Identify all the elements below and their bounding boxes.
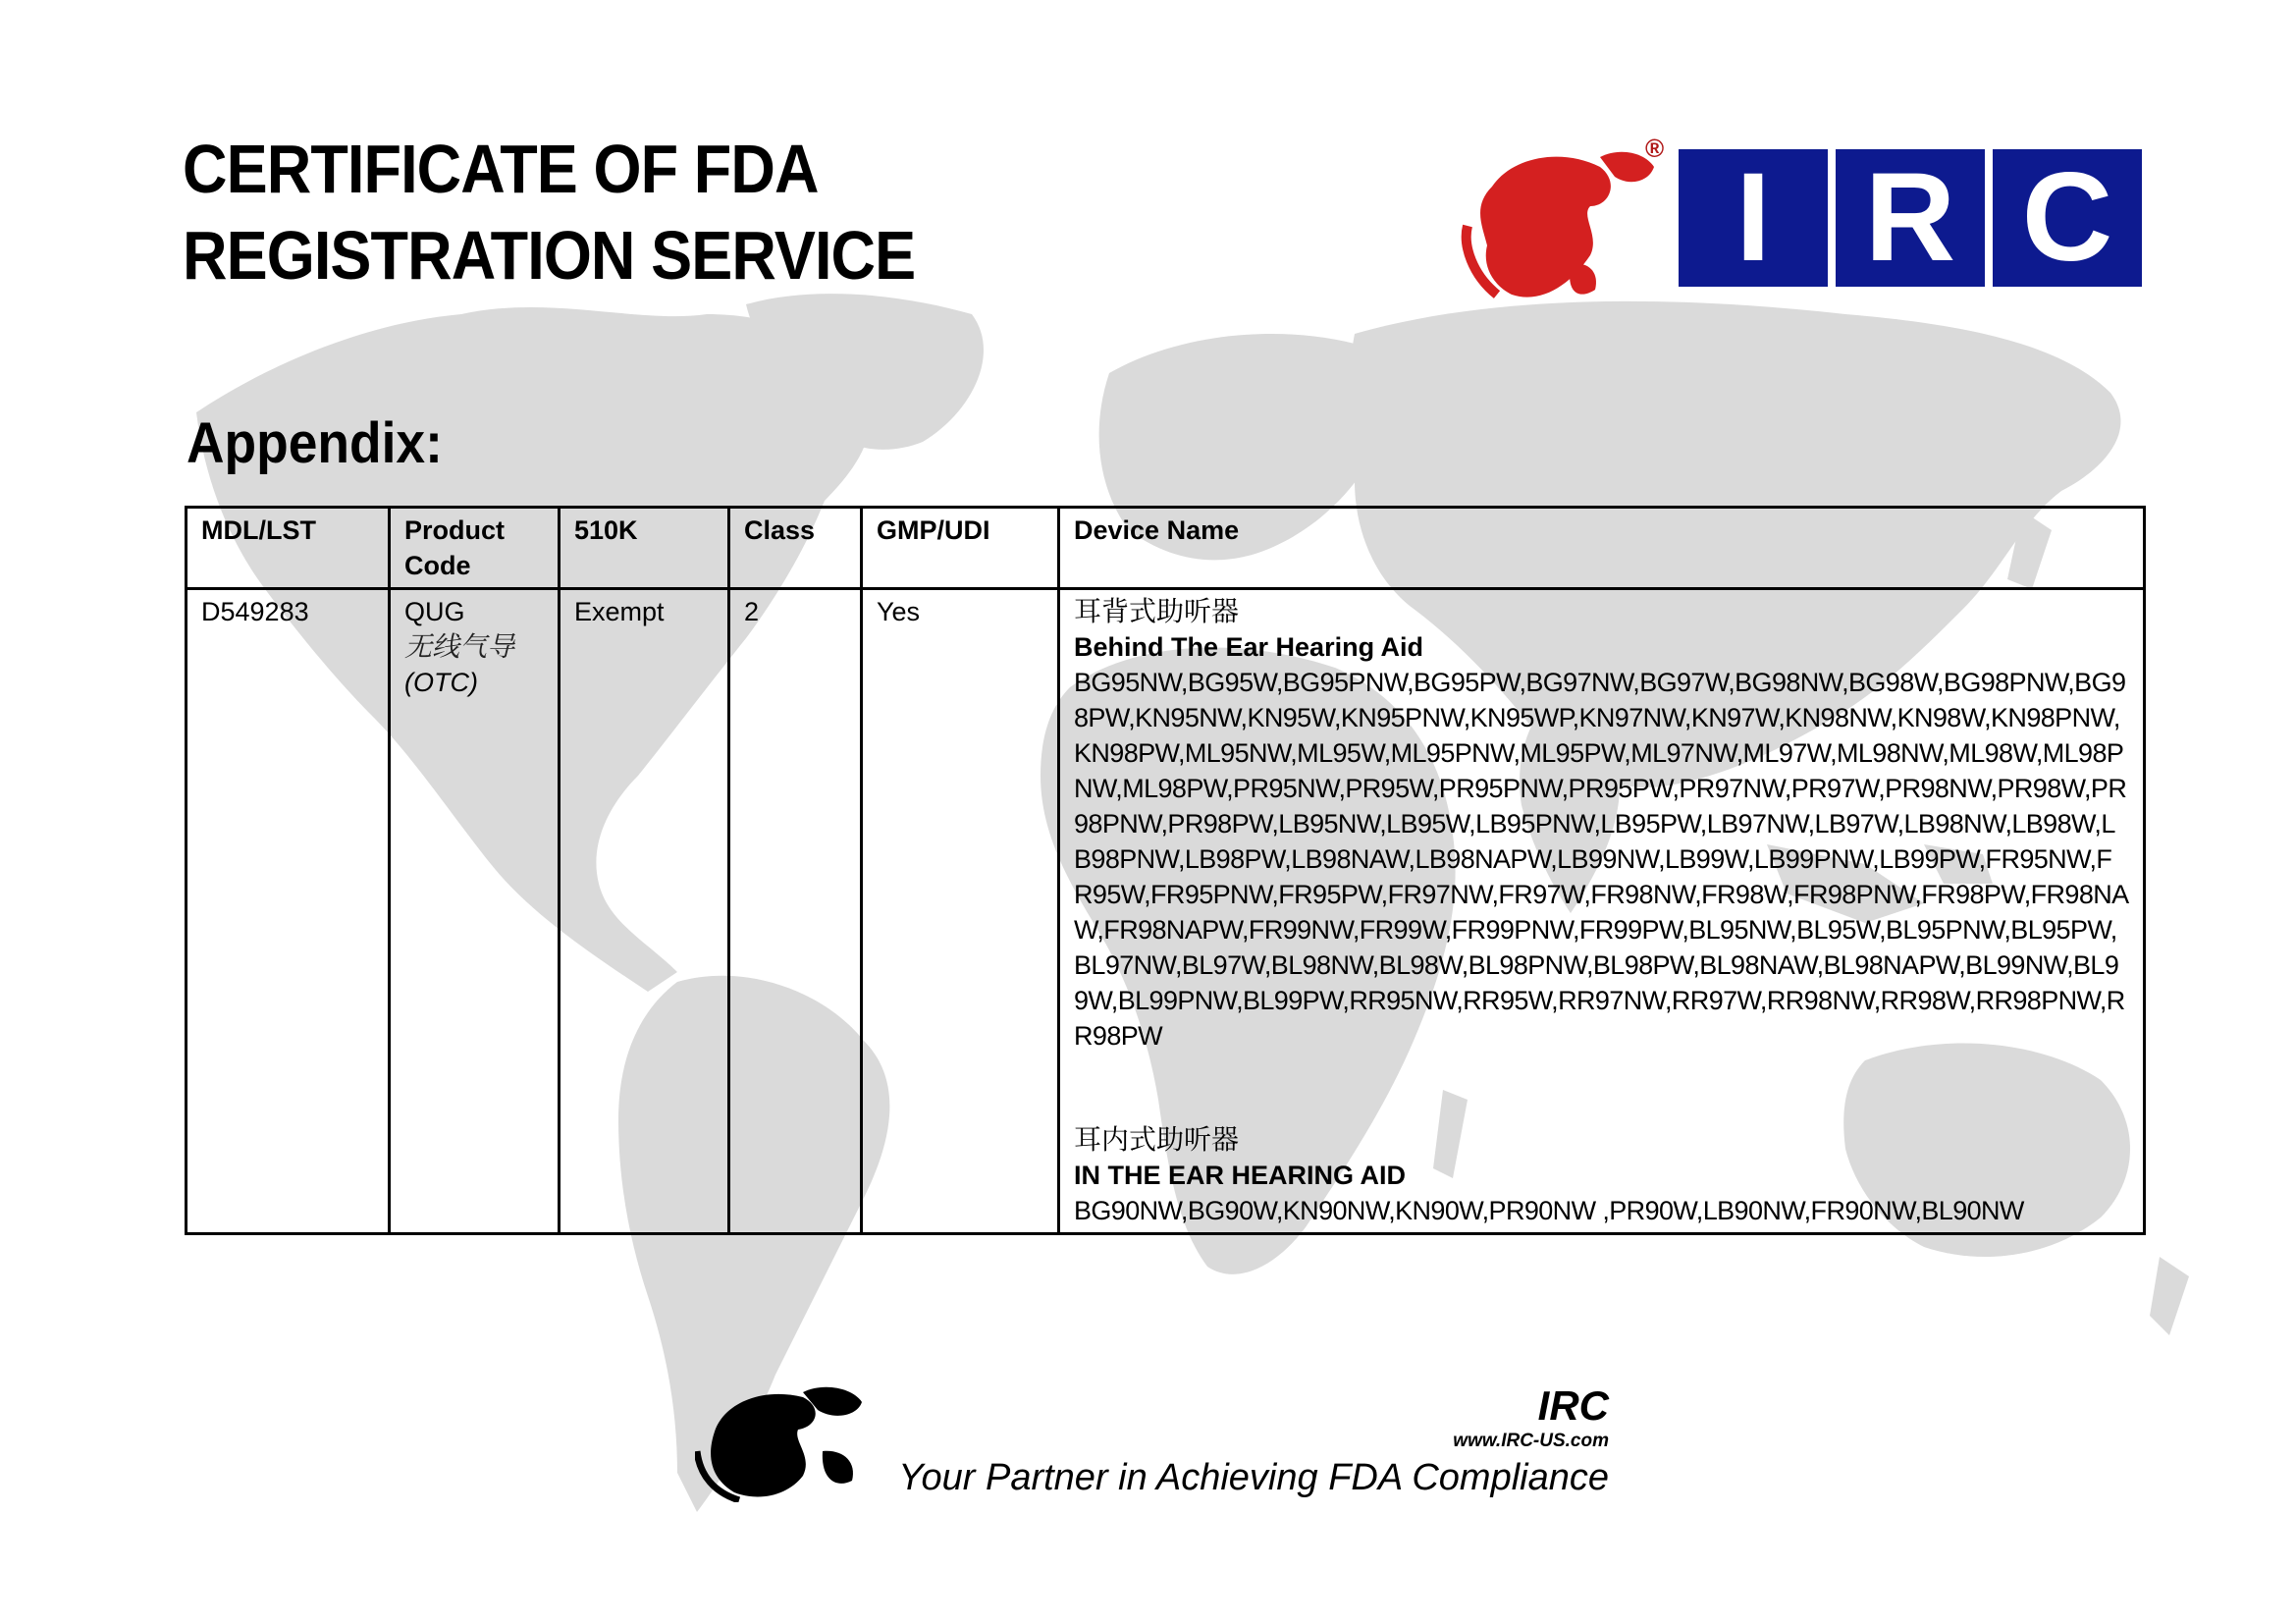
device-group-2-chinese: 耳内式助听器 — [1074, 1123, 1240, 1156]
cell-product-code — [390, 589, 560, 1234]
device-group-1-title: Behind The Ear Hearing Aid — [1074, 632, 1424, 662]
footer-branding — [898, 1384, 1609, 1500]
header-class: Class — [729, 508, 862, 589]
device-group-1-chinese: 耳背式助听器 — [1074, 595, 1240, 627]
header-gmp-udi: GMP/UDI — [862, 508, 1059, 589]
appendix-heading: Appendix: — [187, 411, 443, 475]
header-510k: 510K — [560, 508, 729, 589]
logo-letter-i: I — [1679, 149, 1828, 287]
header-product-code: Product Code — [390, 508, 560, 589]
cell-device-name — [1059, 589, 2145, 1234]
logo-letter-c: C — [1993, 149, 2142, 287]
logo-letter-r: R — [1836, 149, 1985, 287]
footer-tagline: Your Partner in Achieving FDA Compliance — [898, 1457, 1609, 1498]
header-device-name: Device Name — [1059, 508, 2145, 589]
appendix-table — [185, 506, 2146, 1235]
cell-gmp-udi: Yes — [862, 589, 1059, 1234]
title-line-2: REGISTRATION SERVICE — [183, 217, 916, 294]
device-group-1-models: BG95NW,BG95W,BG95PNW,BG95PW,BG97NW,BG97W,BG98NW,BG98W,BG98PNW,BG98PW,KN95NW,KN95W,KN95PNW,KN95WP,KN97NW,KN97W,KN98NW,KN98W,KN98PNW,KN98PW,ML95NW,ML95W,ML95PNW,ML95PW,ML97NW,ML97W,ML98NW,ML98W,ML98PNW,ML98PW,PR95NW,PR95W,PR95PNW,PR95PW,PR97NW,PR97W,PR98NW,PR98W,PR98PNW,PR98PW,LB95NW,LB95W,LB95PNW,LB95PW,LB97NW,LB97W,LB98NW,LB98W,LB98PNW,LB98PW,LB98NAW,LB98NAPW,LB99NW,LB99W,LB99PNW,LB99PW,FR95NW,FR95W,FR95PNW,FR95PW,FR97NW,FR97W,FR98NW,FR98W,FR98PNW,FR98PW,FR98NAW,FR98NAPW,FR99NW,FR99W,FR99PNW,FR99PW,BL95NW,BL95W,BL95PNW,BL95PW,BL97NW,BL97W,BL98NW,BL98W,BL98PNW,BL98PW,BL98NAW,BL98NAPW,BL99NW,BL99W,BL99PNW,BL99PW,RR95NW,RR95W,RR97NW,RR97W,RR98NW,RR98W,RR98PNW,RR98PW — [1074, 668, 2129, 1051]
cell-510k: Exempt — [560, 589, 729, 1234]
product-code-value: QUG — [404, 597, 465, 626]
cell-mdl-lst: D549283 — [187, 589, 390, 1234]
cell-class: 2 — [729, 589, 862, 1234]
header-mdl-lst: MDL/LST — [187, 508, 390, 589]
product-code-otc: (OTC) — [404, 668, 478, 697]
device-group-2-title: IN THE EAR HEARING AID — [1074, 1161, 1407, 1190]
table-row — [187, 589, 2145, 1234]
table-header-row — [187, 508, 2145, 589]
title-line-1: CERTIFICATE OF FDA — [183, 131, 819, 207]
product-code-chinese: 无线气导 — [404, 630, 515, 663]
irc-logo — [1453, 134, 2142, 314]
red-globe-icon — [1453, 137, 1659, 309]
group-spacer — [1074, 1054, 2129, 1122]
footer-url[interactable]: www.IRC-US.com — [1453, 1431, 1609, 1451]
page-title — [183, 126, 915, 298]
logo-letter-boxes — [1679, 149, 2142, 287]
black-globe-icon — [695, 1382, 864, 1502]
new-zealand-shape — [2150, 1257, 2189, 1335]
footer-brand: IRC — [1537, 1382, 1609, 1429]
device-group-2-models: BG90NW,BG90W,KN90NW,KN90W,PR90NW ,PR90W,LB90NW,FR90NW,BL90NW — [1074, 1196, 2024, 1225]
registered-mark: ® — [1645, 134, 1665, 163]
